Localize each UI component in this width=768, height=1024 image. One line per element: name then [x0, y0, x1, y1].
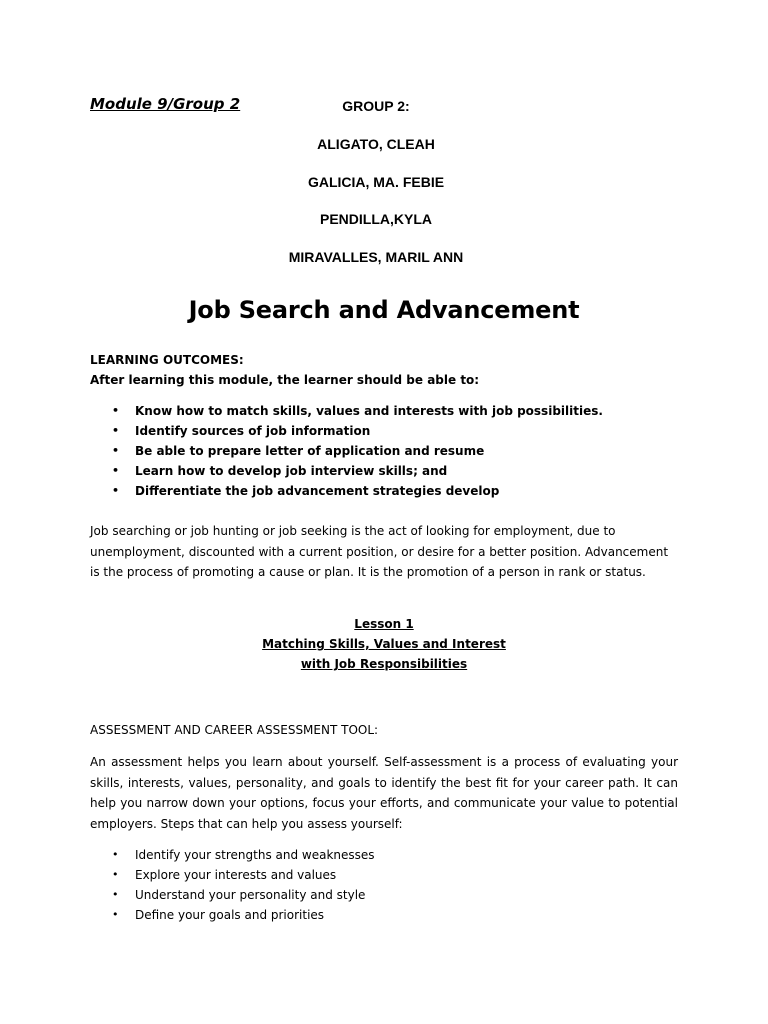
lesson-title-line-2: with Job Responsibilities — [300, 657, 468, 671]
group-member: GALICIA, MA. FEBIE — [307, 174, 445, 190]
outcome-text: Identify sources of job information — [135, 424, 371, 438]
step-text: Explore your interests and values — [135, 868, 337, 882]
group-title: GROUP 2: — [342, 98, 410, 114]
group-member: ALIGATO, CLEAH — [317, 136, 435, 152]
step-text: Define your goals and priorities — [135, 908, 325, 922]
outcome-text: Be able to prepare letter of application and resume — [135, 444, 485, 458]
bullet-icon: • — [112, 848, 119, 861]
document-title: Job Search and Advancement — [188, 296, 580, 324]
list-item — [90, 905, 375, 925]
bullet-icon: • — [112, 424, 120, 437]
assessment-heading: ASSESSMENT AND CAREER ASSESSMENT TOOL: — [90, 723, 379, 737]
list-item — [90, 461, 603, 481]
learning-outcomes-heading: LEARNING OUTCOMES: — [90, 353, 244, 367]
bullet-icon: • — [112, 888, 119, 901]
learning-outcomes-intro: After learning this module, the learner should be able to: — [90, 373, 480, 387]
bullet-icon: • — [112, 908, 119, 921]
list-item — [90, 845, 375, 865]
bullet-icon: • — [112, 868, 119, 881]
step-text: Identify your strengths and weaknesses — [135, 848, 375, 862]
outcome-text: Learn how to develop job interview skills; and — [135, 464, 448, 478]
intro-paragraph: Job searching or job hunting or job seeking is the act of looking for employment, due to unemployment, discounted with a current position, or desire for a better position. Advancement is the process of promoting a cause or plan. It is the promotion of a person in rank or status. — [90, 524, 669, 579]
module-label: Module 9/Group 2 — [90, 95, 241, 113]
list-item — [90, 421, 603, 441]
group-member: MIRAVALLES, MARIL ANN — [288, 249, 464, 265]
list-item — [90, 885, 375, 905]
list-item — [90, 441, 603, 461]
group-member: PENDILLA,KYLA — [320, 211, 432, 227]
lesson-number: Lesson 1 — [354, 617, 414, 631]
bullet-icon: • — [112, 484, 120, 497]
lesson-title-line-1: Matching Skills, Values and Interest — [262, 637, 506, 651]
step-text: Understand your personality and style — [135, 888, 366, 902]
list-item — [90, 481, 603, 501]
assessment-paragraph: An assessment helps you learn about yourself. Self-assessment is a process of evaluating your skills, interests, values, personality, and goals to identify the best fit for your career path. It can help you narrow down your options, focus your efforts, and communicate your value to potential employers. Steps that can help you assess yourself: — [90, 755, 678, 831]
bullet-icon: • — [112, 404, 120, 417]
learning-outcomes-list — [90, 401, 603, 501]
bullet-icon: • — [112, 464, 120, 477]
list-item — [90, 401, 603, 421]
list-item — [90, 865, 375, 885]
lesson-heading — [0, 614, 768, 674]
bullet-icon: • — [112, 444, 120, 457]
outcome-text: Differentiate the job advancement strategies develop — [135, 484, 500, 498]
assessment-steps-list — [90, 845, 375, 925]
outcome-text: Know how to match skills, values and interests with job possibilities. — [135, 404, 603, 418]
learning-outcomes-section — [90, 350, 479, 390]
